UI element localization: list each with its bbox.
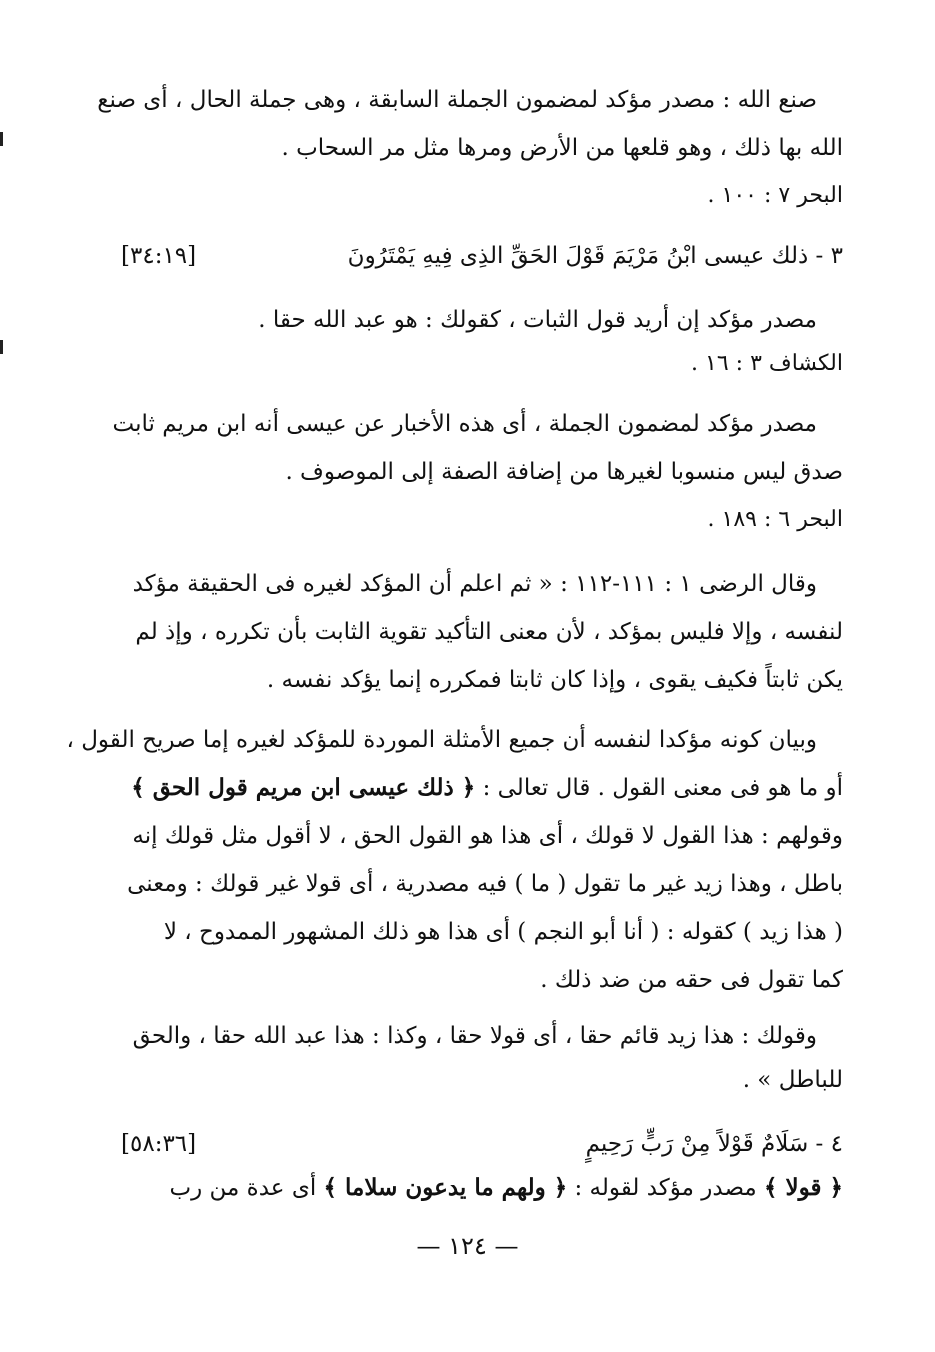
verse-text: ٣ - ذلك عيسى ابْنُ مَرْيَمَ قَوْلَ الحَقِّ الذِى فِيهِ يَمْتَرُونَ <box>347 243 843 269</box>
text-segment: أو ما هو فى معنى القول . قال تعالى : <box>475 775 843 801</box>
text-line: وبيان كونه مؤكدا لنفسه أن جميع الأمثلة الموردة للمؤكد لغيره إما صريح القول ، <box>66 727 817 753</box>
verse-line <box>121 236 843 276</box>
text-line: الله بها ذلك ، وهو قلعها من الأرض ومرها مثل مر السحاب . <box>281 135 843 161</box>
text-line: وقولهم : هذا القول لا قولك ، أى هذا هو القول الحق ، لا أقول مثل قولك إنه <box>132 823 843 849</box>
page-number: — ١٢٤ — <box>416 1232 519 1260</box>
text-line: باطل ، وهذا زيد غير ما تقول ( ما ) فيه مصدرية ، أى قولا غير قولك : ومعنى <box>127 871 843 897</box>
verse-citation: [٣٤:١٩] <box>121 243 197 269</box>
text-line-with-quote <box>121 768 843 808</box>
text-segment: أى عدة من رب <box>169 1175 324 1201</box>
text-line: صنع الله : مصدر مؤكد لمضمون الجملة السابقة ، وهى جملة الحال ، أى صنع <box>97 87 817 113</box>
quran-quote: ﴿ قولا ﴾ <box>764 1174 843 1201</box>
text-line: صدق ليس منسوبا لغيرها من إضافة الصفة إلى الموصوف . <box>285 459 843 485</box>
quran-quote: ﴿ ذلك عيسى ابن مريم قول الحق ﴾ <box>131 774 476 801</box>
text-line: لنفسه ، وإلا فليس بمؤكد ، لأن معنى التأكيد تقوية الثابت بأن تكرره ، وإذ لم <box>135 619 843 645</box>
text-line: يكن ثابتاً فكيف يقوى ، وإذا كان ثابتا فمكرره إنما يؤكد نفسه . <box>266 667 843 693</box>
text-segment: مصدر مؤكد لقوله : <box>567 1175 765 1201</box>
verse-line <box>121 1124 843 1164</box>
text-line: مصدر مؤكد لمضمون الجملة ، أى هذه الأخبار عن عيسى أنه ابن مريم ثابت <box>112 411 817 437</box>
text-line: وقولك : هذا زيد قائم حقا ، أى قولا حقا ، وكذا : هذا عبد الله حقا ، والحق <box>132 1023 817 1049</box>
verse-text: ٤ - سَلَامٌ قَوْلاً مِنْ رَبٍّ رَحِيمٍ <box>585 1131 843 1157</box>
scan-margin-mark <box>0 340 3 354</box>
text-line: ( هذا زيد ) كقوله : ( أنا أبو النجم ) أى هذا هو ذلك المشهور الممدوح ، لا <box>163 919 843 945</box>
text-line: وقال الرضى ١ : ١١١-١١٢ : « ثم اعلم أن المؤكد لغيره فى الحقيقة مؤكد <box>132 571 817 597</box>
verse-citation: [٥٨:٣٦] <box>121 1131 197 1157</box>
quran-quote: ﴿ ولهم ما يدعون سلاما ﴾ <box>323 1174 568 1201</box>
scan-margin-mark <box>0 132 3 146</box>
reference-line: البحر ٧ : ١٠٠ . <box>707 183 843 208</box>
text-line: كما تقول فى حقه من ضد ذلك . <box>540 967 843 993</box>
reference-line: البحر ٦ : ١٨٩ . <box>707 507 843 532</box>
reference-line: الكشاف ٣ : ١٦ . <box>691 351 843 376</box>
text-line: للباطل » . <box>742 1067 843 1093</box>
text-line: مصدر مؤكد إن أريد قول الثبات ، كقولك : هو عبد الله حقا . <box>258 307 817 333</box>
text-line-with-quotes <box>121 1168 843 1208</box>
